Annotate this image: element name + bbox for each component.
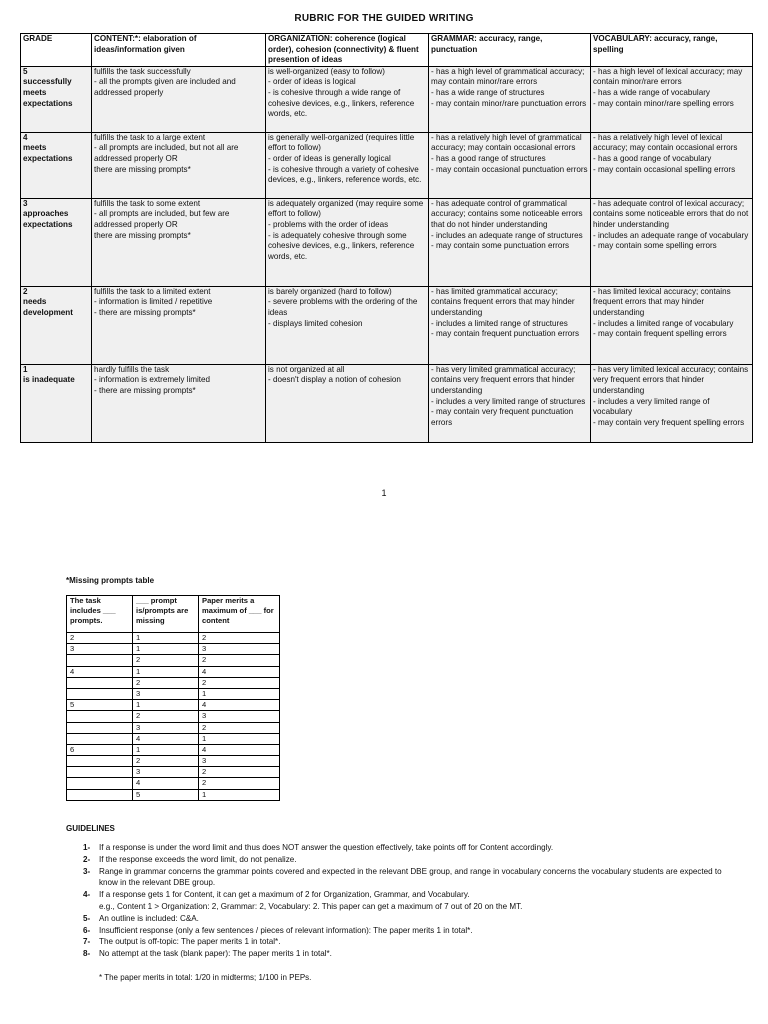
guideline-item bbox=[66, 842, 726, 854]
table-cell: 4 bbox=[133, 778, 199, 789]
cell-line: - may contain very frequent spelling errors bbox=[593, 417, 745, 427]
guideline-item bbox=[66, 925, 726, 937]
rubric-cell-content bbox=[92, 198, 266, 286]
header-max-content: Paper merits a maximum of ___ for content bbox=[199, 596, 280, 633]
guideline-text: If a response gets 1 for Content, it can get a maximum of 2 for Organization, Grammar, and Vocabulary. bbox=[99, 890, 470, 900]
cell-line: - may contain very frequent punctuation errors bbox=[431, 407, 574, 427]
rubric-cell-grammar bbox=[429, 132, 591, 198]
footnote: * The paper merits in total: 1/20 in midterms; 1/100 in PEPs. bbox=[99, 973, 312, 982]
rubric-cell-grammar bbox=[429, 198, 591, 286]
rubric-row bbox=[21, 286, 753, 364]
rubric-cell-grammar bbox=[429, 364, 591, 442]
cell-line: - includes a very limited range of structures bbox=[431, 396, 586, 406]
table-cell bbox=[67, 688, 133, 699]
cell-line: is barely organized (hard to follow) bbox=[268, 286, 392, 296]
cell-line: hardly fulfills the task bbox=[94, 364, 170, 374]
cell-line: - has adequate control of lexical accuracy; contains some noticeable errors that do not hinder understanding bbox=[593, 198, 749, 229]
cell-line: - order of ideas is logical bbox=[268, 77, 356, 87]
rubric-row bbox=[21, 132, 753, 198]
rubric-row bbox=[21, 66, 753, 132]
rubric-cell-grade bbox=[21, 364, 92, 442]
rubric-cell-organization bbox=[266, 286, 429, 364]
guideline-item bbox=[66, 866, 726, 890]
table-row bbox=[67, 633, 280, 644]
cell-line: - includes a limited range of vocabulary bbox=[593, 318, 734, 328]
table-cell: 3 bbox=[133, 688, 199, 699]
guideline-number: 4- bbox=[83, 890, 91, 900]
table-cell: 1 bbox=[133, 633, 199, 644]
table-cell: 5 bbox=[133, 789, 199, 800]
table-cell bbox=[67, 711, 133, 722]
missing-prompts-header-row bbox=[67, 596, 280, 633]
cell-line: - has a wide range of vocabulary bbox=[593, 87, 710, 97]
cell-line: - is adequately cohesive through some cohesive devices, e.g., linkers, reference words, etc. bbox=[268, 230, 415, 261]
table-cell bbox=[67, 778, 133, 789]
header-prompts-missing: ___ prompt is/prompts are missing bbox=[133, 596, 199, 633]
cell-line: is inadequate bbox=[23, 375, 75, 385]
table-cell: 3 bbox=[133, 722, 199, 733]
cell-line: - has a relatively high level of lexical accuracy; may contain occasional errors bbox=[593, 132, 738, 153]
cell-line: - may contain minor/rare spelling errors bbox=[593, 98, 734, 108]
guideline-text: The output is off-topic: The paper merits 1 in total*. bbox=[99, 937, 281, 947]
page-number: 1 bbox=[381, 488, 387, 498]
table-cell: 2 bbox=[199, 655, 280, 666]
table-cell: 2 bbox=[199, 722, 280, 733]
table-cell: 4 bbox=[199, 744, 280, 755]
rubric-cell-organization bbox=[266, 66, 429, 132]
cell-line: - is cohesive through a variety of cohesive devices, e.g., linkers, reference words, etc. bbox=[268, 164, 422, 185]
cell-line: - problems with the order of ideas bbox=[268, 219, 389, 229]
guideline-number: 7- bbox=[83, 937, 91, 947]
table-cell: 3 bbox=[199, 644, 280, 655]
table-cell: 4 bbox=[199, 700, 280, 711]
table-cell: 1 bbox=[133, 666, 199, 677]
table-row bbox=[67, 700, 280, 711]
cell-line: meets bbox=[23, 143, 47, 153]
rubric-cell-content bbox=[92, 66, 266, 132]
cell-line: approaches bbox=[23, 209, 69, 219]
cell-line: - has very limited lexical accuracy; contains very frequent errors that hinder understanding bbox=[593, 364, 749, 395]
rubric-cell-content bbox=[92, 364, 266, 442]
cell-line: is well-organized (easy to follow) bbox=[268, 66, 385, 76]
cell-line: - includes an adequate range of vocabulary bbox=[593, 230, 749, 240]
missing-prompts-table bbox=[66, 595, 280, 801]
table-row bbox=[67, 767, 280, 778]
cell-line: - may contain some punctuation errors bbox=[431, 241, 570, 251]
table-cell: 1 bbox=[199, 688, 280, 699]
table-cell bbox=[67, 722, 133, 733]
cell-line: - may contain occasional spelling errors bbox=[593, 164, 736, 174]
table-cell bbox=[67, 789, 133, 800]
table-row bbox=[67, 722, 280, 733]
guidelines-list bbox=[66, 842, 726, 960]
cell-line: - severe problems with the ordering of the ideas bbox=[268, 297, 418, 317]
table-cell: 1 bbox=[133, 744, 199, 755]
table-row bbox=[67, 666, 280, 677]
rubric-cell-organization bbox=[266, 198, 429, 286]
table-cell: 4 bbox=[133, 733, 199, 744]
missing-prompts-title: *Missing prompts table bbox=[66, 576, 155, 585]
rubric-cell-grade bbox=[21, 66, 92, 132]
cell-line: there are missing prompts* bbox=[94, 164, 191, 174]
cell-line: 2 bbox=[23, 286, 28, 296]
cell-line: 4 bbox=[23, 132, 28, 142]
guideline-number: 1- bbox=[83, 843, 91, 852]
table-cell: 3 bbox=[133, 767, 199, 778]
table-row bbox=[67, 744, 280, 755]
table-cell: 5 bbox=[67, 700, 133, 711]
table-cell: 2 bbox=[199, 677, 280, 688]
cell-line: - may contain some spelling errors bbox=[593, 241, 717, 251]
cell-line: - has a high level of lexical accuracy; may contain minor/rare errors bbox=[593, 66, 743, 87]
cell-line: 3 bbox=[23, 198, 28, 208]
rubric-cell-organization bbox=[266, 364, 429, 442]
cell-line: - order of ideas is generally logical bbox=[268, 153, 391, 163]
cell-line: - there are missing prompts* bbox=[94, 385, 196, 395]
cell-line: - all the prompts given are included and addressed properly bbox=[94, 77, 236, 97]
guideline-number: 2- bbox=[83, 854, 91, 864]
table-cell: 3 bbox=[199, 756, 280, 767]
guideline-item bbox=[66, 889, 726, 901]
guideline-item bbox=[66, 936, 726, 948]
table-cell: 1 bbox=[199, 789, 280, 800]
cell-line: - includes an adequate range of structures bbox=[431, 230, 583, 240]
rubric-row bbox=[21, 364, 753, 442]
cell-line: - may contain frequent spelling errors bbox=[593, 329, 727, 339]
table-cell: 2 bbox=[133, 655, 199, 666]
table-cell bbox=[67, 733, 133, 744]
rubric-cell-vocabulary bbox=[591, 198, 753, 286]
table-row bbox=[67, 677, 280, 688]
cell-line: - has limited lexical accuracy; contains frequent errors that may hinder understanding bbox=[593, 286, 731, 317]
cell-line: meets bbox=[23, 87, 47, 97]
cell-line: - there are missing prompts* bbox=[94, 307, 196, 317]
table-cell: 1 bbox=[133, 700, 199, 711]
table-cell: 3 bbox=[67, 644, 133, 655]
cell-line: - information is limited / repetitive bbox=[94, 297, 213, 307]
table-cell: 2 bbox=[133, 711, 199, 722]
table-row bbox=[67, 688, 280, 699]
header-organization: ORGANIZATION: coherence (logical order), cohesion (connectivity) & fluent presention of ideas bbox=[266, 34, 429, 67]
table-cell: 3 bbox=[199, 711, 280, 722]
cell-line: - may contain frequent punctuation errors bbox=[431, 329, 580, 339]
cell-line: successfully bbox=[23, 77, 72, 87]
guideline-text: An outline is included: C&A. bbox=[99, 913, 199, 923]
cell-line: fulfills the task to a limited extent bbox=[94, 286, 211, 296]
cell-line: - has limited grammatical accuracy; contains frequent errors that may hinder understanding bbox=[431, 286, 575, 317]
table-cell bbox=[67, 655, 133, 666]
header-grade: GRADE bbox=[21, 34, 92, 67]
guideline-number: 5- bbox=[83, 913, 91, 923]
rubric-cell-vocabulary bbox=[591, 132, 753, 198]
table-cell: 1 bbox=[199, 733, 280, 744]
cell-line: - doesn't display a notion of cohesion bbox=[268, 375, 401, 385]
cell-line: is generally well-organized (requires little effort to follow) bbox=[268, 132, 415, 153]
cell-line: - has a relatively high level of grammatical accuracy; may contain occasional errors bbox=[431, 132, 582, 153]
rubric-cell-vocabulary bbox=[591, 66, 753, 132]
cell-line: 5 bbox=[23, 66, 28, 76]
page-title: RUBRIC FOR THE GUIDED WRITING bbox=[294, 13, 474, 24]
cell-line: needs bbox=[23, 297, 47, 307]
table-cell bbox=[67, 677, 133, 688]
cell-line: - has a high level of grammatical accuracy; may contain minor/rare errors bbox=[431, 66, 585, 87]
rubric-cell-vocabulary bbox=[591, 364, 753, 442]
cell-line: - all prompts are included, but not all are addressed properly OR bbox=[94, 143, 239, 163]
rubric-cell-content bbox=[92, 132, 266, 198]
cell-line: fulfills the task to a large extent bbox=[94, 132, 206, 142]
rubric-cell-grammar bbox=[429, 66, 591, 132]
rubric-header-row bbox=[21, 34, 753, 67]
cell-line: - is cohesive through a wide range of cohesive devices, e.g., linkers, reference words, etc. bbox=[268, 87, 415, 119]
guideline-text: If the response exceeds the word limit, do not penalize. bbox=[99, 854, 297, 864]
header-vocabulary: VOCABULARY: accuracy, range, spelling bbox=[591, 34, 753, 67]
rubric-row bbox=[21, 198, 753, 286]
cell-line: expectations bbox=[23, 219, 73, 229]
table-row bbox=[67, 789, 280, 800]
guideline-item bbox=[66, 913, 726, 925]
cell-line: - includes a limited range of structures bbox=[431, 318, 568, 328]
cell-line: fulfills the task to some extent bbox=[94, 198, 201, 208]
table-cell bbox=[67, 756, 133, 767]
cell-line: - has adequate control of grammatical accuracy; contains some noticeable errors that do not hinder understanding bbox=[431, 198, 583, 229]
cell-line: fulfills the task successfully bbox=[94, 66, 191, 76]
rubric-cell-grammar bbox=[429, 286, 591, 364]
cell-line: expectations bbox=[23, 98, 73, 108]
cell-line: - all prompts are included, but few are addressed properly OR bbox=[94, 209, 230, 229]
table-cell: 4 bbox=[199, 666, 280, 677]
cell-line: is adequately organized (may require some effort to follow) bbox=[268, 198, 424, 219]
cell-line: development bbox=[23, 307, 73, 317]
cell-line: expectations bbox=[23, 153, 73, 163]
guidelines-title: GUIDELINES bbox=[66, 824, 115, 833]
table-row bbox=[67, 733, 280, 744]
cell-line: - includes a very limited range of vocabulary bbox=[593, 396, 710, 417]
cell-line: - may contain minor/rare punctuation errors bbox=[431, 98, 587, 108]
cell-line: - displays limited cohesion bbox=[268, 318, 363, 328]
cell-line: there are missing prompts* bbox=[94, 230, 191, 240]
cell-line: - has a good range of structures bbox=[431, 153, 546, 163]
header-prompts-included: The task includes ___ prompts. bbox=[67, 596, 133, 633]
guideline-number: 3- bbox=[83, 866, 91, 876]
guideline-number: 8- bbox=[83, 949, 91, 959]
cell-line: - may contain occasional punctuation errors bbox=[431, 164, 588, 174]
rubric-cell-grade bbox=[21, 198, 92, 286]
table-cell: 1 bbox=[133, 644, 199, 655]
guideline-example: e.g., Content 1 > Organization: 2, Grammar: 2, Vocabulary: 2. This paper can get a maximum of 7 out of 20 on the MT. bbox=[99, 901, 523, 911]
table-cell: 4 bbox=[67, 666, 133, 677]
rubric-cell-organization bbox=[266, 132, 429, 198]
cell-line: is not organized at all bbox=[268, 364, 345, 374]
header-content: CONTENT:*: elaboration of ideas/information given bbox=[92, 34, 266, 67]
guideline-item bbox=[66, 854, 726, 866]
table-cell: 2 bbox=[199, 633, 280, 644]
table-cell: 2 bbox=[199, 778, 280, 789]
cell-line: - information is extremely limited bbox=[94, 375, 211, 385]
table-cell: 2 bbox=[133, 756, 199, 767]
table-row bbox=[67, 711, 280, 722]
table-cell bbox=[67, 767, 133, 778]
header-grammar: GRAMMAR: accuracy, range, punctuation bbox=[429, 34, 591, 67]
guideline-number: 6- bbox=[83, 925, 91, 935]
cell-line: - has very limited grammatical accuracy; contains very frequent errors that hinder understanding bbox=[431, 364, 576, 395]
guideline-text: If a response is under the word limit and thus does NOT answer the question effectively, take points off for Content accordingly. bbox=[99, 843, 554, 852]
table-cell: 2 bbox=[133, 677, 199, 688]
cell-line: - has a wide range of structures bbox=[431, 87, 545, 97]
guideline-text: Range in grammar concerns the grammar points covered and expected in the relevant DBE group, and range in vocabulary concerns the vocabulary students are expected to know in the relevant DBE group. bbox=[99, 866, 722, 888]
cell-line: - has a good range of vocabulary bbox=[593, 153, 712, 163]
rubric-cell-content bbox=[92, 286, 266, 364]
table-row bbox=[67, 655, 280, 666]
table-cell: 6 bbox=[67, 744, 133, 755]
guideline-text: No attempt at the task (blank paper): The paper merits 1 in total*. bbox=[99, 949, 332, 959]
table-row bbox=[67, 778, 280, 789]
guideline-item bbox=[66, 948, 726, 960]
cell-line: 1 bbox=[23, 364, 28, 374]
table-cell: 2 bbox=[67, 633, 133, 644]
table-row bbox=[67, 756, 280, 767]
rubric-cell-grade bbox=[21, 132, 92, 198]
rubric-cell-vocabulary bbox=[591, 286, 753, 364]
table-row bbox=[67, 644, 280, 655]
table-cell: 2 bbox=[199, 767, 280, 778]
guideline-text: Insufficient response (only a few sentences / pieces of relevant information): The paper merits 1 in total*. bbox=[99, 925, 473, 935]
rubric-table bbox=[20, 33, 753, 443]
rubric-cell-grade bbox=[21, 286, 92, 364]
